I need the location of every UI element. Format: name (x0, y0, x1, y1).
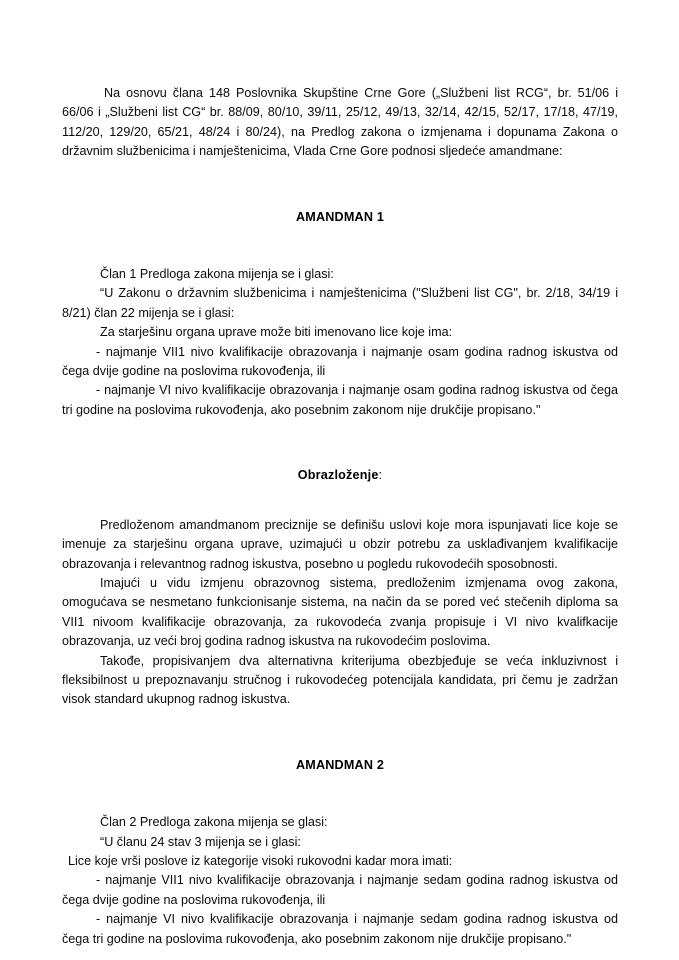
rationale-heading (62, 466, 618, 485)
spacer (62, 710, 618, 756)
rationale-heading-colon: : (378, 468, 383, 483)
amendment-2-line-5: - najmanje VI nivo kvalifikacije obrazovanja i najmanje sedam godina radnog iskustva od čega tri godine na poslovima rukovođenja, ako posebnim zakonom nije drukčije propisano." (62, 912, 618, 946)
amendment-2-line-1: Član 2 Predloga zakona mijenja se glasi: (100, 815, 328, 830)
amendment-1-line-1: Član 1 Predloga zakona mijenja se i glasi: (100, 267, 334, 282)
amendment-1-line-4: - najmanje VII1 nivo kvalifikacije obrazovanja i najmanje osam godina radnog iskustva od čega dvije godine na poslovima rukovođenja, ili (62, 344, 618, 379)
amendment-2-line-2: “U članu 24 stav 3 mijenja se i glasi: (100, 834, 301, 849)
spacer (62, 227, 618, 265)
intro-paragraph: Na osnovu člana 148 Poslovnika Skupštine Crne Gore („Službeni list RCG“, br. 51/06 i 66/06 i „Službeni list CG“ br. 88/09, 80/10, 39/11, 25/12, 49/13, 32/14, 42/15, 52/17, 17/18, 47/19, 112/20, 129/20, 65/21, 48/24 i 80/24), na Predlog zakona o izmjenama i dopunama Zakona o državnim službenicima i namještenicima, Vlada Crne Gore podnosi sljedeće amandmane: (62, 86, 618, 159)
rationale-paragraph-3: Takođe, propisivanjem dva alternativna kriterijuma obezbjeđuje se veća inkluzivnost i fleksibilnost u prepoznavanju stručnog i rukovodećeg potencijala kandidata, pri čemu je zadržan visok standard ukupnog radnog iskustva. (62, 653, 618, 707)
spacer (62, 775, 618, 813)
amendment-1-heading: AMANDMAN 1 (295, 209, 385, 224)
rationale-paragraph-1: Predloženom amandmanom preciznije se definišu uslovi koje mora ispunjavati lice koje se imenuje za starješinu organa uprave, uzimajući u obzir potrebu za usklađivanjem kvalifikacije obrazovanja i relevantnog radnog iskustva, posebno u pogledu rukovodećih sposobnosti. (62, 517, 618, 571)
amendment-2-line-4: - najmanje VII1 nivo kvalifikacije obrazovanja i najmanje sedam godina radnog iskustva od čega dvije godine na poslovima rukovođenja, ili (62, 873, 618, 907)
spacer (62, 420, 618, 466)
amendment-1-line-2: “U Zakonu o državnim službenicima i namještenicima ("Službeni list CG", br. 2/18, 34/19 i 8/21) član 22 mijenja se i glasi: (62, 286, 618, 320)
amendment-2-line-3: Lice koje vrši poslove iz kategorije visoki rukovodni kadar mora imati: (68, 853, 453, 868)
amendment-2-heading: AMANDMAN 2 (295, 757, 385, 772)
spacer (62, 486, 618, 516)
spacer (62, 162, 618, 208)
amendment-1-line-3: Za starješinu organa uprave može biti imenovano lice koje ima: (100, 325, 453, 340)
amendment-1-line-5: - najmanje VI nivo kvalifikacije obrazovanja i najmanje osam godina radnog iskustva od čega tri godine na poslovima rukovođenja, ako posebnim zakonom nije drukčije propisano." (62, 383, 618, 417)
document-body (62, 84, 618, 949)
rationale-paragraph-2: Imajući u vidu izmjenu obrazovnog sistema, predloženim izmjenama ovog zakona, omogućava se nesmetano funkcionisanje sistema, na način da se pored već stečenih diploma sa VII1 nivoom kvalifikacije obrazovanja, za rukovodeća zvanja propisuje i VI nivo kvalifkacije obrazovanja, uz veći broj godina radnog iskustva na rukovodećim poslovima. (62, 575, 618, 649)
rationale-heading-text: Obrazloženje (297, 468, 379, 483)
